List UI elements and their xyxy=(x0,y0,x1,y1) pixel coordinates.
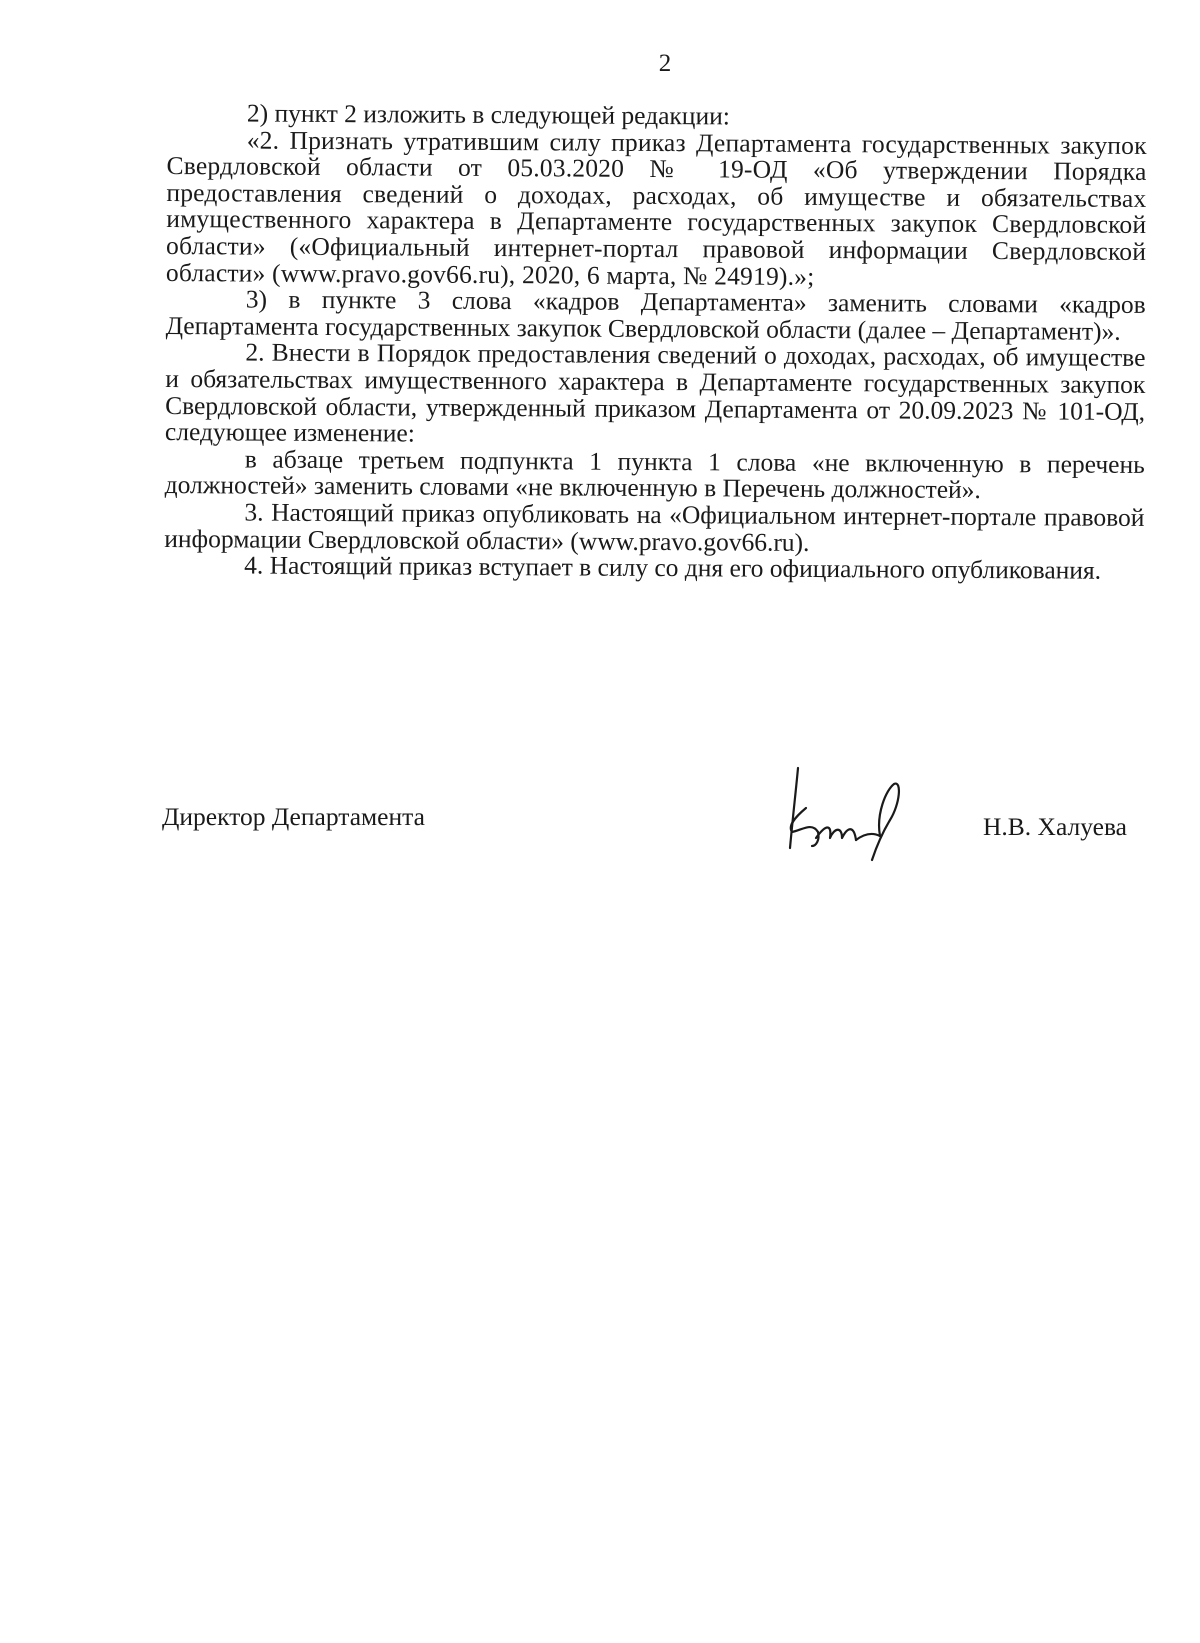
paragraph-section-2-change: в абзаце третьем подпункта 1 пункта 1 слова «не включенную в перечень должностей» заменить словами «не включенную в Перечень должностей». xyxy=(164,444,1145,505)
signatory-title: Директор Департамента xyxy=(162,802,425,831)
paragraph-item-2: 2) пункт 2 изложить в следующей редакции: xyxy=(246,98,730,131)
signatory-name: Н.В. Халуева xyxy=(983,812,1127,841)
handwritten-signature-icon xyxy=(776,760,936,870)
paragraph-section-2: 2. Внести в Порядок предоставления сведений о доходах, расходах, об имуществе и обязательствах имущественного характера в Департаменте государственных закупок Свердловской области, утвержденный приказом Департамента от 20.09.2023 № 101-ОД, следующее изменение: xyxy=(164,337,1146,448)
page-number: 2 xyxy=(658,50,672,77)
paragraph-section-4: 4. Настоящий приказ вступает в силу со дня его официального опубликования. xyxy=(244,550,1102,585)
paragraph-section-3: 3. Настоящий приказ опубликовать на «Официальном интернет-портале правовой информации Свердловской области» (www.pravo.gov66.ru). xyxy=(164,497,1145,557)
paragraph-item-2-text: «2. Признать утратившим силу приказ Департамента государственных закупок Свердловской области от 05.03.2020 № 19-ОД «Об утверждении Порядка предоставления сведений о доходах, расходах, об имуществе и обязательствах имущественного характера в Департаменте государственных закупок Свердловской области» («Официальный интернет-портал правовой информации Свердловской области» (www.pravo.gov66.ru), 2020, 6 марта, № 24919).»; xyxy=(165,125,1147,291)
paragraph-item-3: 3) в пункте 3 слова «кадров Департамента» заменить словами «кадров Департамента государственных закупок Свердловской области (далее – Департамент)». xyxy=(165,284,1146,346)
